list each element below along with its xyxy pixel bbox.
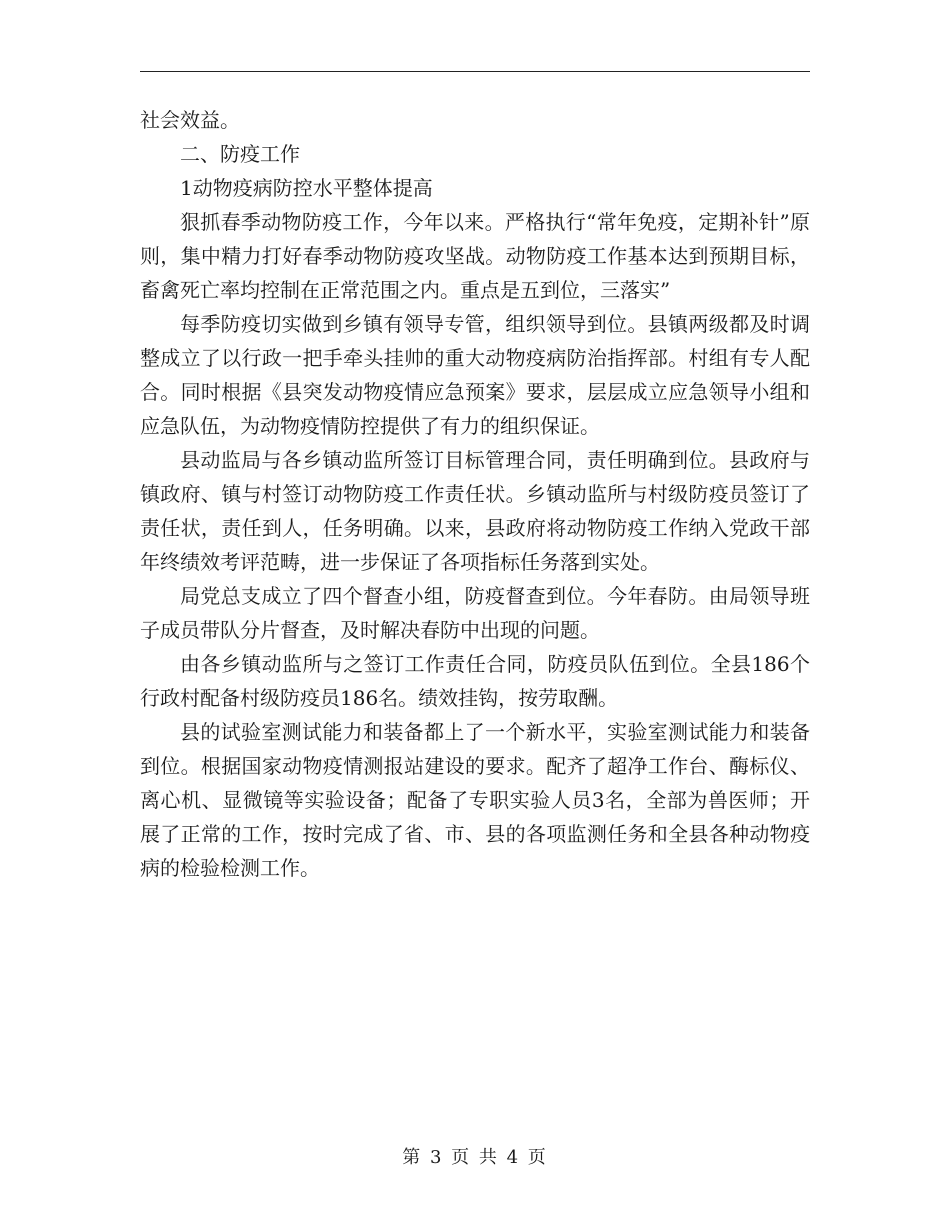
- paragraph: 由各乡镇动监所与之签订工作责任合同，防疫员队伍到位。全县186个行政村配备村级防疫员186名。绩效挂钩，按劳取酬。: [140, 652, 810, 710]
- document-body: [140, 103, 810, 885]
- paragraph-continuation: 社会效益。: [140, 108, 240, 132]
- paragraph: 县的试验室测试能力和装备都上了一个新水平，实验室测试能力和装备到位。根据国家动物疫情测报站建设的要求。配齐了超净工作台、酶标仪、离心机、显微镜等实验设备；配备了专职实验人员3名，全部为兽医师；开展了正常的工作，按时完成了省、市、县的各项监测任务和全县各种动物疫病的检验检测工作。: [140, 720, 810, 880]
- header-rule: [140, 71, 810, 72]
- paragraph: 县动监局与各乡镇动监所签订目标管理合同，责任明确到位。县政府与镇政府、镇与村签订动物防疫工作责任状。乡镇动监所与村级防疫员签订了责任状，责任到人，任务明确。以来，县政府将动物防疫工作纳入党政干部年终绩效考评范畴，进一步保证了各项指标任务落到实处。: [140, 448, 810, 574]
- paragraph: 每季防疫切实做到乡镇有领导专管，组织领导到位。县镇两级都及时调整成立了以行政一把手牵头挂帅的重大动物疫病防治指挥部。村组有专人配合。同时根据《县突发动物疫情应急预案》要求，层层成立应急领导小组和应急队伍，为动物疫情防控提供了有力的组织保证。: [140, 312, 810, 438]
- subsection-heading: 1动物疫病防控水平整体提高: [180, 176, 433, 200]
- paragraph: 局党总支成立了四个督查小组，防疫督查到位。今年春防。由局领导班子成员带队分片督查，及时解决春防中出现的问题。: [140, 584, 810, 642]
- page-number: 第 3 页 共 4 页: [402, 1147, 548, 1168]
- paragraph: 狠抓春季动物防疫工作，今年以来。严格执行“常年免疫，定期补针”原则，集中精力打好春季动物防疫攻坚战。动物防疫工作基本达到预期目标，畜禽死亡率均控制在正常范围之内。重点是五到位，三落实”: [140, 210, 810, 302]
- section-heading: 二、防疫工作: [180, 142, 300, 166]
